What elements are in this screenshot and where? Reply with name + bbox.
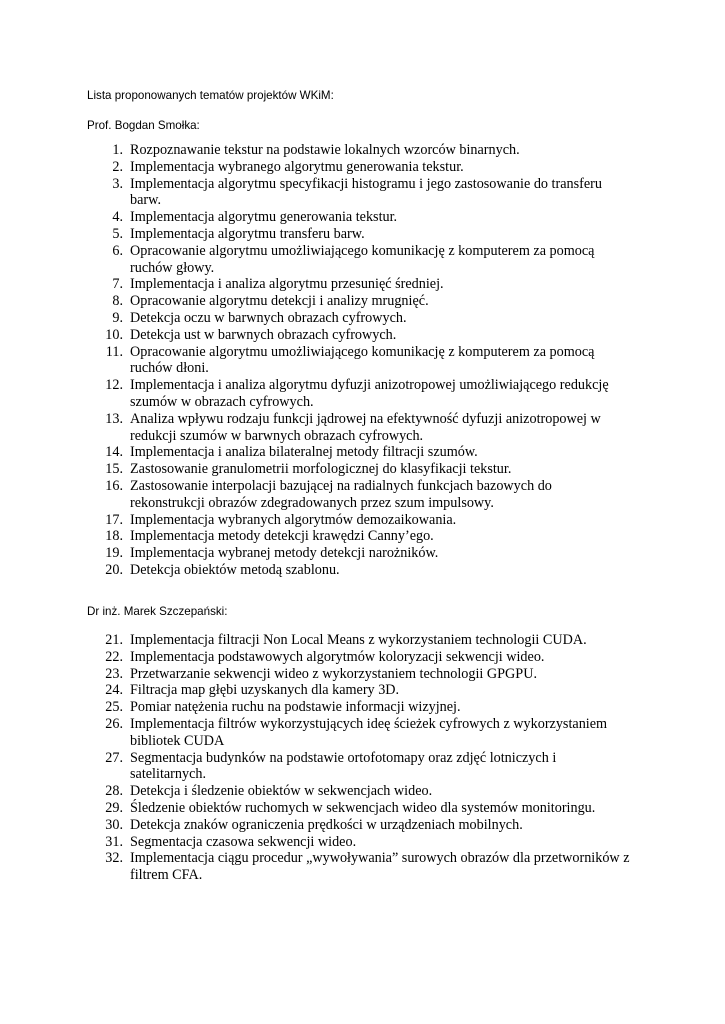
item-number: 23.	[105, 665, 123, 682]
list-item	[0, 176, 630, 210]
item-text: Implementacja algorytmu generowania tekstur.	[130, 209, 398, 226]
list-item	[0, 699, 630, 716]
item-number: 16.	[105, 477, 123, 494]
item-text: Implementacja i analiza bilateralnej metody filtracji szumów.	[130, 444, 478, 461]
list-item	[0, 817, 630, 834]
list-item	[0, 682, 630, 699]
list-item	[0, 512, 630, 529]
list-item	[0, 632, 630, 649]
item-number: 22.	[105, 648, 123, 665]
item-number: 20.	[105, 561, 123, 578]
item-text: Implementacja filtracji Non Local Means z wykorzystaniem technologii CUDA.	[130, 632, 587, 648]
list-item	[0, 716, 630, 750]
item-number: 7.	[112, 276, 123, 293]
list-item	[0, 478, 630, 512]
item-number: 17.	[105, 511, 123, 528]
list-item	[0, 750, 630, 784]
item-number: 5.	[112, 225, 123, 242]
section-author-szczepanski: Dr inż. Marek Szczepański:	[87, 605, 228, 618]
item-text: Przetwarzanie sekwencji wideo z wykorzystaniem technologii GPGPU.	[130, 665, 537, 682]
item-text: Detekcja oczu w barwnych obrazach cyfrowych.	[130, 309, 407, 326]
list-item	[0, 545, 630, 562]
list-item	[0, 276, 630, 293]
list-item	[0, 344, 630, 378]
item-text: Pomiar natężenia ruchu na podstawie informacji wizyjnej.	[130, 699, 461, 716]
item-number: 6.	[112, 242, 123, 259]
item-text: Segmentacja budynków na podstawie ortofotomapy oraz zdjęć lotniczych i satelitarnych.	[130, 749, 557, 783]
item-text: Detekcja znaków ograniczenia prędkości w urządzeniach mobilnych.	[130, 816, 523, 833]
list-item	[0, 226, 630, 243]
item-number: 25.	[105, 699, 123, 716]
item-number: 18.	[105, 528, 123, 545]
item-text: Implementacja wybranego algorytmu generowania tekstur.	[130, 158, 464, 175]
list-item	[0, 666, 630, 683]
list-item	[0, 243, 630, 277]
item-number: 3.	[112, 175, 123, 192]
item-text: Opracowanie algorytmu detekcji i analizy mrugnięć.	[130, 293, 429, 310]
list-item	[0, 783, 630, 800]
item-text: Detekcja i śledzenie obiektów w sekwencjach wideo.	[130, 783, 433, 800]
section-author-smolka: Prof. Bogdan Smołka:	[87, 119, 200, 132]
item-number: 27.	[105, 749, 123, 766]
item-text: Implementacja algorytmu transferu barw.	[130, 225, 365, 242]
list-item	[0, 834, 630, 851]
item-text: Analiza wpływu rodzaju funkcji jądrowej na efektywność dyfuzji anizotropowej w redukcji szumów w barwnych obrazach cyfrowych.	[130, 410, 601, 444]
item-text: Detekcja obiektów metodą szablonu.	[130, 561, 340, 578]
list-item	[0, 209, 630, 226]
list-item	[0, 327, 630, 344]
item-text: Zastosowanie granulometrii morfologicznej do klasyfikacji tekstur.	[130, 461, 512, 478]
list-item	[0, 528, 630, 545]
list-item	[0, 377, 630, 411]
item-number: 10.	[105, 326, 123, 343]
item-text: Implementacja wybranych algorytmów demozaikowania.	[130, 511, 457, 528]
item-number: 14.	[105, 444, 123, 461]
list-item	[0, 649, 630, 666]
list-item	[0, 444, 630, 461]
list-item	[0, 411, 630, 445]
list-item	[0, 159, 630, 176]
list-item	[0, 461, 630, 478]
item-number: 30.	[105, 816, 123, 833]
item-number: 31.	[105, 833, 123, 850]
item-text: Implementacja metody detekcji krawędzi Canny’ego.	[130, 528, 434, 545]
item-text: Opracowanie algorytmu umożliwiającego komunikację z komputerem za pomocą ruchów głowy.	[130, 242, 595, 276]
document-heading: Lista proponowanych tematów projektów WKiM:	[87, 89, 334, 102]
item-number: 21.	[105, 632, 123, 648]
item-text: Śledzenie obiektów ruchomych w sekwencjach wideo dla systemów monitoringu.	[130, 799, 596, 816]
item-text: Rozpoznawanie tekstur na podstawie lokalnych wzorców binarnych.	[130, 142, 520, 158]
item-number: 4.	[112, 209, 123, 226]
item-number: 13.	[105, 410, 123, 427]
item-text: Implementacja podstawowych algorytmów koloryzacji sekwencji wideo.	[130, 648, 545, 665]
item-text: Filtracja map głębi uzyskanych dla kamery 3D.	[130, 682, 400, 699]
list-item	[0, 850, 630, 884]
item-text: Zastosowanie interpolacji bazującej na radialnych funkcjach bazowych do rekonstrukcji obrazów zdegradowanych przez szum impulsowy.	[130, 477, 552, 511]
item-number: 1.	[112, 142, 123, 158]
item-text: Detekcja ust w barwnych obrazach cyfrowych.	[130, 326, 397, 343]
list-item	[0, 800, 630, 817]
item-text: Implementacja i analiza algorytmu dyfuzji anizotropowej umożliwiającego redukcję szumów w obrazach cyfrowych.	[130, 377, 609, 410]
item-number: 24.	[105, 682, 123, 699]
item-text: Implementacja i analiza algorytmu przesunięć średniej.	[130, 276, 444, 293]
item-number: 11.	[105, 343, 123, 360]
item-text: Implementacja filtrów wykorzystujących ideę ścieżek cyfrowych z wykorzystaniem bibliotek CUDA	[130, 715, 608, 749]
item-number: 28.	[105, 783, 123, 800]
item-number: 2.	[112, 158, 123, 175]
item-number: 15.	[105, 461, 123, 478]
item-number: 29.	[105, 799, 123, 816]
item-number: 8.	[112, 293, 123, 310]
item-number: 19.	[105, 545, 123, 562]
item-number: 32.	[105, 850, 123, 867]
list-item	[0, 310, 630, 327]
item-text: Segmentacja czasowa sekwencji wideo.	[130, 833, 357, 850]
item-number: 26.	[105, 715, 123, 732]
item-text: Opracowanie algorytmu umożliwiającego komunikację z komputerem za pomocą ruchów dłoni.	[130, 343, 595, 377]
item-number: 12.	[105, 377, 123, 394]
item-text: Implementacja ciągu procedur „wywoływania” surowych obrazów dla przetworników z filtrem CFA.	[130, 850, 630, 884]
topic-list-szczepanski	[0, 632, 630, 884]
item-text: Implementacja wybranej metody detekcji narożników.	[130, 545, 439, 562]
list-item	[0, 142, 630, 159]
list-item	[0, 562, 630, 579]
topic-list-smolka	[0, 142, 630, 579]
list-item	[0, 293, 630, 310]
item-text: Implementacja algorytmu specyfikacji histogramu i jego zastosowanie do transferu barw.	[130, 175, 602, 209]
item-number: 9.	[112, 309, 123, 326]
